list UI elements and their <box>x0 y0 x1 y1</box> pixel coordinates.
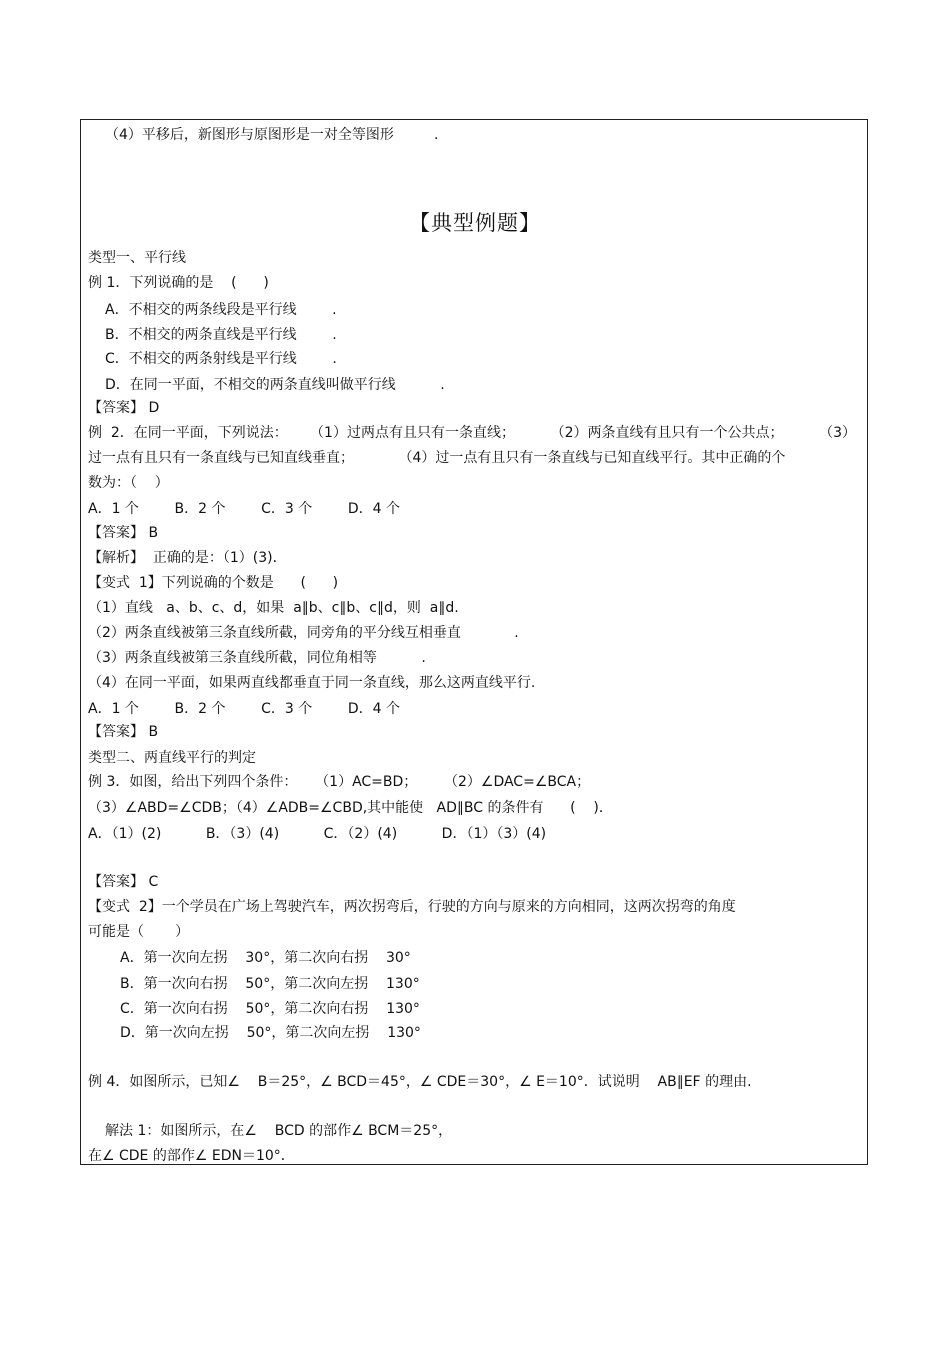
option-line: C．第一次向右拐 50°，第二次向右拐 130° <box>120 1001 420 1017</box>
solution-line: 解法 1：如图所示，在∠ BCD 的部作∠ BCM＝25°， <box>105 1123 453 1139</box>
text-line: （3）∠ABD=∠CDB；（4）∠ADB=∠CBD,其中能使 AD∥BC 的条件有 ( )． <box>88 800 613 816</box>
option-line: A．1 个 B．2 个 C．3 个 D．4 个 <box>88 501 400 517</box>
option-line: C．不相交的两条射线是平行线 . <box>105 351 337 367</box>
option-line: A．（1）(2) B．（3）(4) C．（2）(4) D．（1）（3）(4) <box>88 826 547 842</box>
answer-line: 【答案】 B <box>88 724 159 740</box>
text-line: （1）直线 a、b、c、d，如果 a∥b、c∥b、c∥d，则 a∥d. <box>88 600 459 616</box>
solution-line: 在∠ CDE 的部作∠ EDN＝10°． <box>88 1148 295 1164</box>
text-line: （4）在同一平面，如果两直线都垂直于同一条直线，那么这两直线平行. <box>88 675 536 691</box>
answer-line: 【答案】 C <box>88 874 159 890</box>
explanation-line: 【解析】 正确的是：（1）(3)． <box>88 550 287 566</box>
text-line: 可能是（ ） <box>88 924 190 940</box>
answer-line: 【答案】 D <box>88 400 160 416</box>
text-line: 例 1．下列说确的是 ( ) <box>88 275 269 291</box>
text-line: 例 4．如图所示，已知∠ B＝25°，∠ BCD＝45°，∠ CDE＝30°，∠ E＝10°．试说明 AB∥EF 的理由. <box>88 1074 752 1090</box>
text-line: 数为：（ ） <box>88 475 169 491</box>
text-line: 【变式 1】下列说确的个数是 ( ) <box>88 575 339 591</box>
text-line: （4）平移后，新图形与原图形是一对全等图形 . <box>105 127 439 143</box>
text-line: （2）两条直线被第三条直线所截，同旁角的平分线互相垂直 . <box>88 625 519 641</box>
text-line: 类型一、平行线 <box>88 250 186 266</box>
text-line: 【变式 2】一个学员在广场上驾驶汽车，两次拐弯后，行驶的方向与原来的方向相同，这两次拐弯的角度 <box>88 899 736 915</box>
option-line: A．不相交的两条线段是平行线 . <box>105 302 337 318</box>
text-line: 例 3．如图，给出下列四个条件： （1）AC=BD； （2）∠DAC=∠BCA； <box>88 774 591 790</box>
answer-line: 【答案】 B <box>88 525 159 541</box>
option-line: D．第一次向左拐 50°，第二次向左拐 130° <box>120 1025 421 1041</box>
text-line: 例 2．在同一平面，下列说法： （1）过两点有且只有一条直线； （2）两条直线有且只有一个公共点； （3） <box>88 425 856 441</box>
option-line: A．1 个 B．2 个 C．3 个 D．4 个 <box>88 701 400 717</box>
option-line: A．第一次向左拐 30°，第二次向右拐 30° <box>120 950 411 966</box>
section-title: 【典型例题】 <box>409 211 541 235</box>
option-line: B．不相交的两条直线是平行线 . <box>105 327 337 343</box>
option-line: B．第一次向右拐 50°，第二次向左拐 130° <box>120 976 420 992</box>
option-line: D．在同一平面，不相交的两条直线叫做平行线 . <box>105 377 445 393</box>
text-line: 类型二、两直线平行的判定 <box>88 750 256 766</box>
text-line: （3）两条直线被第三条直线所截，同位角相等 . <box>88 650 426 666</box>
text-line: 过一点有且只有一条直线与已知直线垂直； （4）过一点有且只有一条直线与已知直线平行。其中正确的个 <box>88 450 786 466</box>
